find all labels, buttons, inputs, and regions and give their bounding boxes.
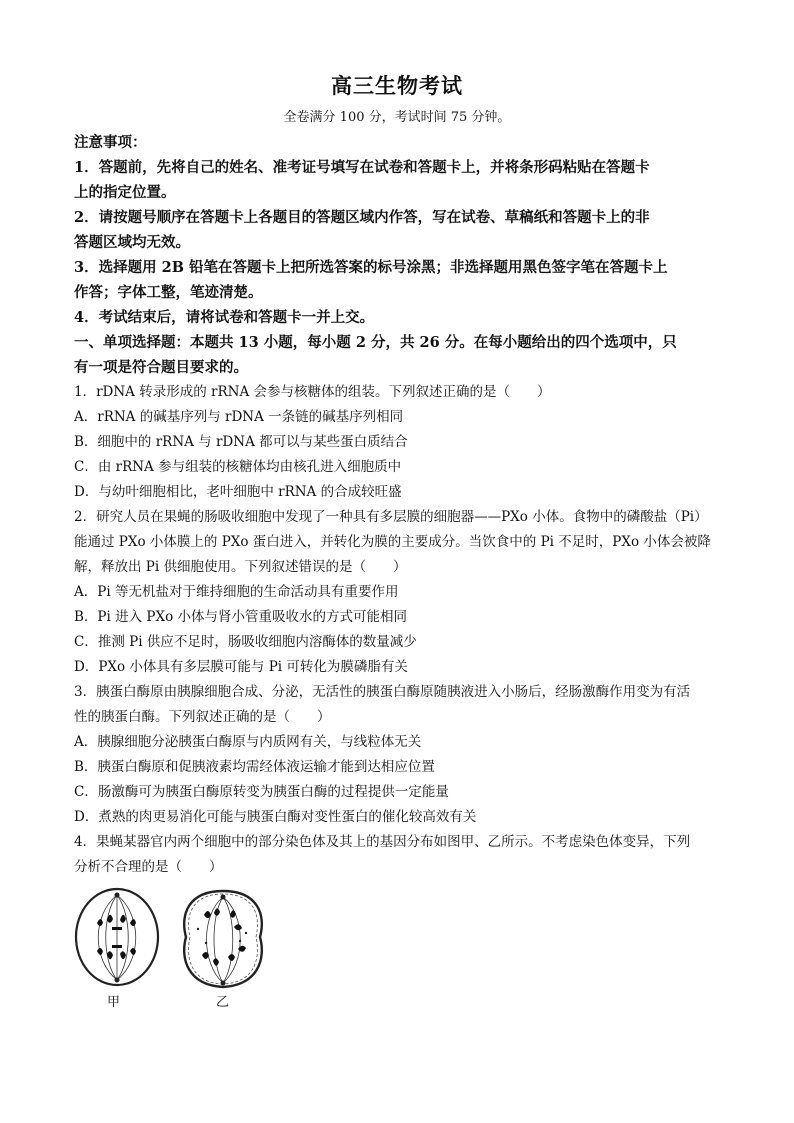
option-b: B．细胞中的 rRNA 与 rDNA 都可以与某些蛋白质结合 (74, 434, 408, 450)
cell-b-diagram (176, 885, 271, 995)
option-c: C．由 rRNA 参与组装的核糖体均由核孔进入细胞质中 (74, 459, 402, 475)
option-a: A．Pi 等无机盐对于维持细胞的生命活动具有重要作用 (74, 584, 399, 600)
section-heading: 有一项是符合题目要求的。 (74, 359, 248, 376)
option-c: C．推测 Pi 供应不足时，肠吸收细胞内溶酶体的数量减少 (74, 634, 417, 650)
question-stem: 分析不合理的是（ ） (74, 859, 223, 875)
option-c: C．肠激酶可为胰蛋白酶原转变为胰蛋白酶的过程提供一定能量 (74, 784, 449, 800)
notice-line: 上的指定位置。 (74, 184, 176, 201)
notice-line: 3．选择题用 2B 铅笔在答题卡上把所选答案的标号涂黑；非选择题用黑色签字笔在答题卡上 (74, 259, 668, 276)
option-b: B．胰蛋白酶原和促胰液素均需经体液运输才能到达相应位置 (74, 759, 435, 775)
option-b: B．Pi 进入 PXo 小体与肾小管重吸收水的方式可能相同 (74, 609, 408, 625)
cell-a-diagram (72, 885, 162, 990)
question-stem: 4．果蝇某器官内两个细胞中的部分染色体及其上的基因分布如图甲、乙所示。不考虑染色体变异，下列 (74, 834, 691, 850)
option-a: A．胰腺细胞分泌胰蛋白酶原与内质网有关，与线粒体无关 (74, 734, 422, 750)
section-heading: 一、单项选择题：本题共 13 小题，每小题 2 分，共 26 分。在每小题给出的四个选项中，只 (74, 334, 677, 351)
question-stem: 解，释放出 Pi 供细胞使用。下列叙述错误的是（ ） (74, 559, 407, 575)
page-subtitle: 全卷满分 100 分，考试时间 75 分钟。 (283, 110, 511, 125)
notice-line: 4．考试结束后，请将试卷和答题卡一并上交。 (74, 309, 375, 326)
option-d: D．与幼叶细胞相比，老叶细胞中 rRNA 的合成较旺盛 (74, 484, 402, 500)
question-stem: 1．rDNA 转录形成的 rRNA 会参与核糖体的组装。下列叙述正确的是（ ） (74, 384, 551, 400)
notice-heading: 注意事项： (74, 134, 147, 151)
notice-line: 2．请按题号顺序在答题卡上各题目的答题区域内作答，写在试卷、草稿纸和答题卡上的非 (74, 209, 650, 226)
question-stem: 能通过 PXo 小体膜上的 PXo 蛋白进入，并转化为膜的主要成分。当饮食中的 Pi 不足时，PXo 小体会被降 (74, 534, 711, 550)
question-stem: 3．胰蛋白酶原由胰腺细胞合成、分泌，无活性的胰蛋白酶原随胰液进入小肠后，经肠激酶作用变为有活 (74, 684, 691, 700)
figure-label-a: 甲 (107, 995, 121, 1010)
notice-line: 1．答题前，先将自己的姓名、准考证号填写在试卷和答题卡上，并将条形码粘贴在答题卡 (74, 159, 650, 176)
question-stem: 性的胰蛋白酶。下列叙述正确的是（ ） (74, 709, 331, 725)
question-stem: 2．研究人员在果蝇的肠吸收细胞中发现了一种具有多层膜的细胞器——PXo 小体。食物中的磷酸盐（Pi） (74, 509, 708, 525)
notice-line: 作答；字体工整，笔迹清楚。 (74, 284, 263, 301)
option-d: D．煮熟的肉更易消化可能与胰蛋白酶对变性蛋白的催化较高效有关 (74, 809, 477, 825)
cell-figures (72, 885, 272, 1013)
exam-content (74, 130, 724, 880)
page-title: 高三生物考试 (331, 73, 463, 98)
figure-label-b: 乙 (216, 995, 230, 1010)
option-d: D．PXo 小体具有多层膜可能与 Pi 可转化为膜磷脂有关 (74, 659, 408, 675)
notice-line: 答题区域均无效。 (74, 234, 190, 251)
option-a: A．rRNA 的碱基序列与 rDNA 一条链的碱基序列相同 (74, 409, 404, 425)
